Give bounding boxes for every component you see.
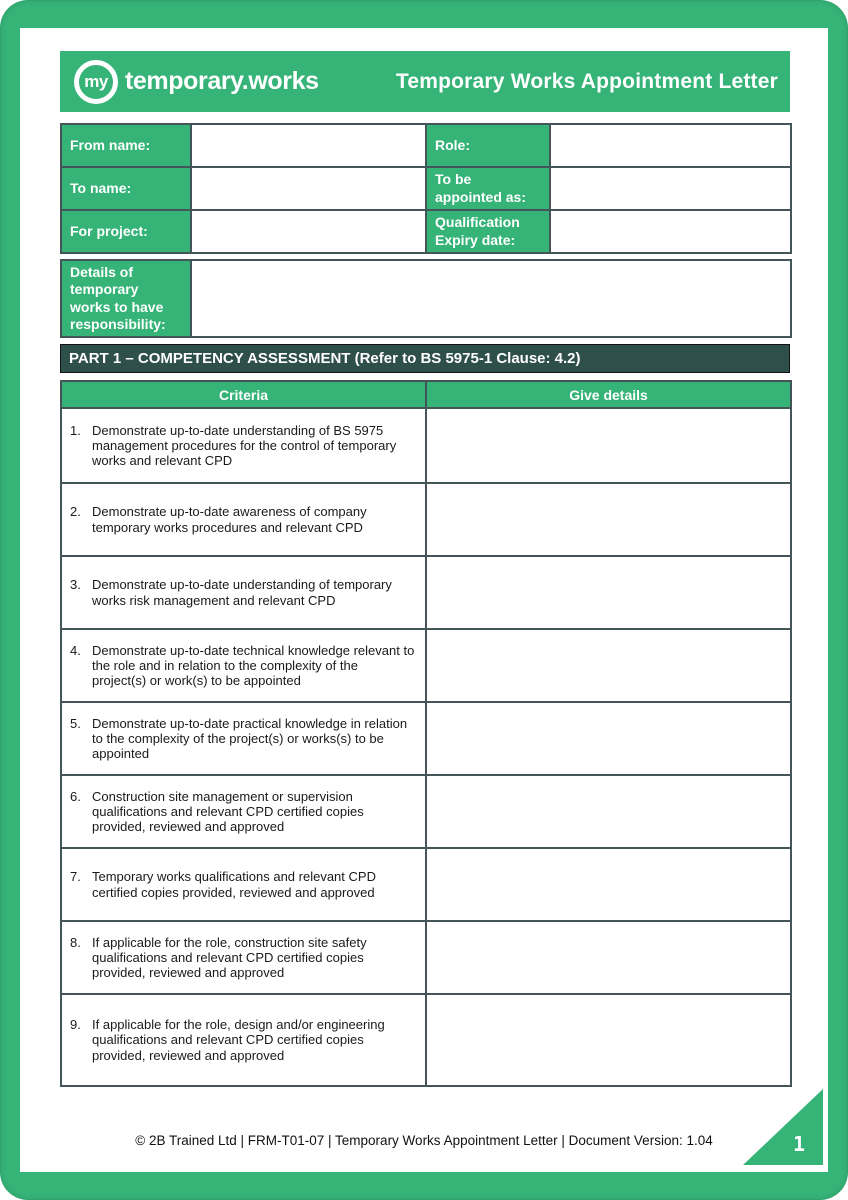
table-row bbox=[61, 994, 791, 1086]
criteria-number: 6. bbox=[70, 788, 81, 804]
brand-wordmark: temporary.works bbox=[125, 67, 319, 95]
criteria-text: Temporary works qualifications and relevant CPD certified copies provided, reviewed and approved bbox=[92, 869, 376, 900]
form-row-project-qualification bbox=[61, 210, 791, 253]
give-details-cell-2[interactable] bbox=[426, 483, 791, 556]
give-details-cell-3[interactable] bbox=[426, 556, 791, 629]
table-row bbox=[61, 775, 791, 848]
appointed-as-field[interactable] bbox=[550, 167, 791, 210]
role-field[interactable] bbox=[550, 124, 791, 167]
from-name-field[interactable] bbox=[191, 124, 426, 167]
details-row bbox=[61, 260, 791, 337]
give-details-cell-4[interactable] bbox=[426, 629, 791, 702]
criteria-text: If applicable for the role, design and/or engineering qualifications and relevant CPD certified copies provided, reviewed and approved bbox=[92, 1017, 385, 1063]
footer-text: © 2B Trained Ltd | FRM-T01-07 | Temporary Works Appointment Letter | Document Version: 1.04 bbox=[135, 1133, 713, 1148]
criteria-text: Demonstrate up-to-date understanding of temporary works risk management and relevant CPD bbox=[92, 577, 392, 608]
criteria-number: 3. bbox=[70, 577, 81, 593]
table-row bbox=[61, 556, 791, 629]
appointment-form-table bbox=[60, 123, 792, 254]
criteria-text: Demonstrate up-to-date practical knowledge in relation to the complexity of the project(s) or works(s) to be appointed bbox=[92, 715, 408, 762]
criteria-column-header: Criteria bbox=[61, 381, 426, 408]
table-row bbox=[61, 483, 791, 556]
criteria-cell-1 bbox=[61, 408, 426, 483]
criteria-number: 2. bbox=[70, 504, 81, 520]
page-number: 1 bbox=[792, 1132, 805, 1156]
competency-header-row bbox=[61, 381, 791, 408]
criteria-text: If applicable for the role, construction site safety qualifications and relevant CPD certified copies provided, reviewed and approved bbox=[92, 934, 367, 981]
to-name-field[interactable] bbox=[191, 167, 426, 210]
criteria-number: 8. bbox=[70, 934, 81, 950]
table-row bbox=[61, 702, 791, 775]
give-details-cell-6[interactable] bbox=[426, 775, 791, 848]
for-project-field[interactable] bbox=[191, 210, 426, 253]
give-details-column-header: Give details bbox=[426, 381, 791, 408]
criteria-cell-9 bbox=[61, 994, 426, 1086]
criteria-number: 5. bbox=[70, 715, 81, 731]
brand-logo bbox=[74, 60, 319, 104]
role-label: Role: bbox=[426, 124, 550, 167]
criteria-text: Construction site management or supervision qualifications and relevant CPD certified copies provided, reviewed and approved bbox=[92, 788, 364, 835]
part1-heading: PART 1 – COMPETENCY ASSESSMENT (Refer to BS 5975-1 Clause: 4.2) bbox=[69, 350, 581, 367]
give-details-cell-9[interactable] bbox=[426, 994, 791, 1086]
qualification-expiry-label: Qualification Expiry date: bbox=[426, 210, 550, 253]
give-details-cell-7[interactable] bbox=[426, 848, 791, 921]
criteria-cell-2 bbox=[61, 483, 426, 556]
criteria-cell-8 bbox=[61, 921, 426, 994]
form-row-to-appointed bbox=[61, 167, 791, 210]
competency-table bbox=[60, 380, 792, 1087]
criteria-number: 7. bbox=[70, 869, 81, 885]
form-row-name-role bbox=[61, 124, 791, 167]
criteria-cell-5 bbox=[61, 702, 426, 775]
table-row bbox=[61, 848, 791, 921]
table-row bbox=[61, 408, 791, 483]
for-project-label: For project: bbox=[61, 210, 191, 253]
criteria-text: Demonstrate up-to-date understanding of BS 5975 management procedures for the control of temporary works and relevant CPD bbox=[92, 422, 397, 469]
criteria-number: 9. bbox=[70, 1017, 81, 1032]
details-field[interactable] bbox=[191, 260, 791, 337]
document-title: Temporary Works Appointment Letter bbox=[395, 69, 778, 93]
document-page bbox=[20, 28, 828, 1172]
corner-triangle-icon bbox=[743, 1089, 823, 1165]
table-row bbox=[61, 629, 791, 702]
logo-circle-icon bbox=[74, 60, 118, 104]
criteria-cell-4 bbox=[61, 629, 426, 702]
page-corner-triangle bbox=[743, 1089, 823, 1165]
give-details-cell-8[interactable] bbox=[426, 921, 791, 994]
qualification-expiry-field[interactable] bbox=[550, 210, 791, 253]
table-row bbox=[61, 921, 791, 994]
give-details-cell-5[interactable] bbox=[426, 702, 791, 775]
from-name-label: From name: bbox=[61, 124, 191, 167]
details-label: Details of temporary works to have responsibility: bbox=[61, 260, 191, 337]
criteria-number: 1. bbox=[70, 422, 81, 438]
give-details-cell-1[interactable] bbox=[426, 408, 791, 483]
to-name-label: To name: bbox=[61, 167, 191, 210]
criteria-number: 4. bbox=[70, 642, 81, 658]
logo-circle-text: my bbox=[84, 71, 108, 91]
criteria-text: Demonstrate up-to-date awareness of company temporary works procedures and relevant CPD bbox=[92, 504, 367, 535]
details-table bbox=[60, 259, 792, 338]
criteria-cell-6 bbox=[61, 775, 426, 848]
criteria-cell-7 bbox=[61, 848, 426, 921]
appointed-as-label: To be appointed as: bbox=[426, 167, 550, 210]
criteria-cell-3 bbox=[61, 556, 426, 629]
criteria-text: Demonstrate up-to-date technical knowledge relevant to the role and in relation to the complexity of the project(s) or work(s) to be appointed bbox=[92, 642, 415, 689]
part1-heading-bar bbox=[60, 344, 790, 373]
header-band bbox=[60, 51, 790, 112]
